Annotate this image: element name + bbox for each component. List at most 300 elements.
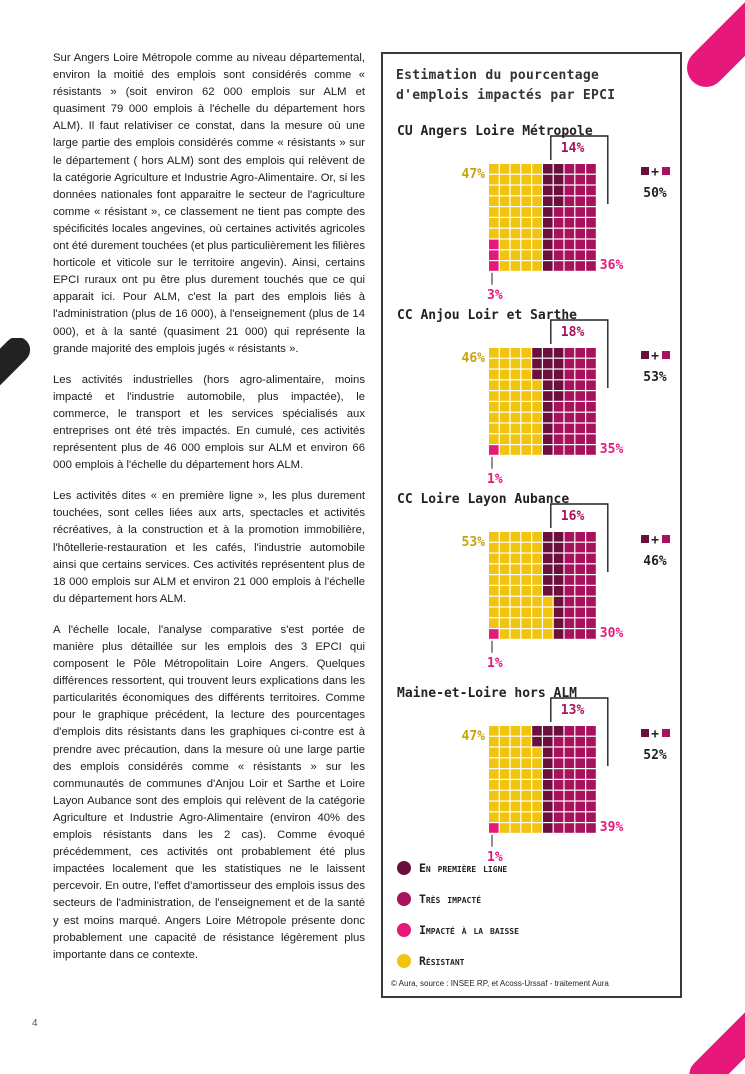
legend-item — [397, 945, 519, 976]
waffle-cell-very — [565, 207, 575, 217]
waffle-cell-first — [554, 726, 564, 736]
legend-swatch — [397, 892, 411, 906]
waffle-cell-res — [532, 575, 542, 585]
paragraph: Sur Angers Loire Métropole comme au niveau départemental, environ la moitié des emplois sont considérés comme « résistants » (soit environ 62 000 emplois sur ALM et quasiment 79 000 emplois à l'échelle du département hors ALM). Il faut relativiser ce constat, dans la mesure où une large partie des emplois considérés comme « résistants » sur le département ( hors ALM) sont des emplois qui relèvent de la catégorie Agriculture et Industrie Agro-Alimentaire. Or, si les données nationales font apparaitre le secteur de l'agriculture comme « résistant », ce classement ne tient pas compte des spécificités locales angevines, où certaines activités agricoles ont été durement touchées (et plus particulièrement les filières horticole et viticole sur le territoire angevin). Ainsi, certains EPCI ruraux ont pu être plus durement touchés que ce qui apparait ici. Pour ALM, c'est la part des emplois liés à l'administration (plus de 16 000), à l'enseignement (plus de 14 000), et à la santé (quasiment 21 000) qui représente la grande majorité des emplois jugés « résistants ». — [53, 52, 365, 355]
waffle-cell-res — [543, 597, 553, 607]
waffle-cell-very — [586, 186, 596, 196]
waffle-cell-res — [489, 769, 499, 779]
waffle-cell-res — [511, 575, 521, 585]
legend-label: En première ligne — [419, 860, 508, 875]
waffle-cell-very — [586, 812, 596, 822]
waffle-cell-first — [543, 586, 553, 596]
waffle-cell-res — [489, 196, 499, 206]
waffle-cell-res — [521, 186, 531, 196]
waffle-cell-res — [500, 380, 510, 390]
waffle-cell-very — [565, 802, 575, 812]
waffle-cell-res — [532, 597, 542, 607]
waffle-cell-res — [511, 823, 521, 833]
waffle-cell-first — [543, 402, 553, 412]
waffle-cell-res — [489, 218, 499, 228]
waffle-cell-res — [521, 175, 531, 185]
waffle-cell-res — [521, 564, 531, 574]
waffle-cell-res — [511, 261, 521, 271]
waffle-cell-very — [575, 564, 585, 574]
waffle-cell-very — [575, 261, 585, 271]
waffle-cell-very — [586, 391, 596, 401]
waffle-cell-very — [565, 380, 575, 390]
waffle-cell-very — [575, 380, 585, 390]
chart-title: CC Loire Layon Aubance — [397, 492, 570, 507]
data-label: 1% — [487, 471, 503, 487]
waffle-cell-very — [565, 726, 575, 736]
waffle-cell-very — [575, 402, 585, 412]
waffle-cell-down — [489, 261, 499, 271]
waffle-cell-res — [521, 370, 531, 380]
waffle-cell-very — [554, 207, 564, 217]
waffle-cell-very — [575, 802, 585, 812]
waffle-cell-res — [532, 218, 542, 228]
waffle-cell-very — [575, 629, 585, 639]
waffle-cell-res — [511, 802, 521, 812]
waffle-cell-first — [543, 186, 553, 196]
waffle-cell-res — [489, 229, 499, 239]
waffle-cell-first — [543, 240, 553, 250]
data-label: 50% — [643, 186, 667, 201]
waffle-cell-res — [500, 445, 510, 455]
waffle-cell-very — [554, 748, 564, 758]
waffle-cell-res — [511, 164, 521, 174]
waffle-cell-first — [554, 564, 564, 574]
waffle-cell-first — [554, 608, 564, 618]
waffle-cell-very — [586, 164, 596, 174]
waffle-cell-res — [511, 812, 521, 822]
waffle-cell-very — [575, 586, 585, 596]
waffle-svg — [383, 308, 680, 488]
waffle-chart — [383, 308, 680, 488]
waffle-cell-res — [511, 618, 521, 628]
waffle-cell-very — [575, 608, 585, 618]
waffle-cell-res — [500, 791, 510, 801]
waffle-cell-res — [532, 250, 542, 260]
waffle-cell-res — [511, 554, 521, 564]
waffle-cell-res — [511, 737, 521, 747]
waffle-cell-res — [489, 413, 499, 423]
legend-label: Très impacté — [419, 891, 482, 906]
waffle-chart — [383, 124, 680, 304]
legend-label: Impacté à la baisse — [419, 922, 519, 937]
waffle-cell-first — [532, 370, 542, 380]
waffle-cell-very — [554, 791, 564, 801]
waffle-cell-res — [500, 812, 510, 822]
data-label: 3% — [487, 287, 503, 303]
waffle-cell-first — [543, 823, 553, 833]
waffle-cell-very — [586, 726, 596, 736]
waffle-cell-first — [543, 575, 553, 585]
waffle-cell-res — [532, 186, 542, 196]
waffle-cell-res — [521, 434, 531, 444]
waffle-cell-res — [500, 370, 510, 380]
waffle-cell-res — [500, 726, 510, 736]
data-label: 47% — [461, 729, 485, 744]
body-text — [53, 50, 365, 978]
waffle-cell-very — [586, 250, 596, 260]
waffle-cell-res — [521, 261, 531, 271]
waffle-cell-first — [554, 554, 564, 564]
waffle-cell-first — [543, 348, 553, 358]
waffle-cell-res — [521, 229, 531, 239]
waffle-cell-very — [586, 791, 596, 801]
waffle-cell-very — [575, 543, 585, 553]
waffle-cell-res — [489, 164, 499, 174]
waffle-cell-very — [586, 802, 596, 812]
waffle-cell-res — [511, 424, 521, 434]
waffle-cell-very — [565, 359, 575, 369]
waffle-cell-very — [575, 726, 585, 736]
waffle-cell-res — [500, 196, 510, 206]
waffle-cell-res — [511, 348, 521, 358]
waffle-cell-very — [565, 618, 575, 628]
waffle-cell-very — [575, 575, 585, 585]
waffle-cell-very — [554, 812, 564, 822]
waffle-cell-res — [511, 359, 521, 369]
waffle-cell-first — [543, 737, 553, 747]
waffle-cell-res — [500, 758, 510, 768]
waffle-cell-res — [489, 380, 499, 390]
waffle-cell-very — [565, 434, 575, 444]
waffle-cell-res — [500, 554, 510, 564]
paragraph: Les activités dites « en première ligne », les plus durement touchées, sont celles liées aux arts, spectacles et activités récréatives, à la construction et à la promotion immobilière, l'hôtellerie-restauration et les cafés, l'industrie automobile ainsi que certains services. Ces activités représentent plus de 18 000 emplois sur ALM et environ 21 000 emplois à l'échelle du département hors ALM. — [53, 490, 365, 605]
waffle-cell-very — [554, 413, 564, 423]
legend-swatch — [397, 954, 411, 968]
waffle-cell-very — [586, 737, 596, 747]
waffle-cell-very — [586, 402, 596, 412]
waffle-cell-res — [521, 812, 531, 822]
waffle-cell-first — [554, 359, 564, 369]
waffle-cell-very — [554, 802, 564, 812]
waffle-cell-res — [521, 629, 531, 639]
waffle-cell-res — [521, 769, 531, 779]
waffle-cell-very — [575, 445, 585, 455]
waffle-cell-very — [575, 229, 585, 239]
waffle-cell-res — [521, 250, 531, 260]
waffle-cell-res — [500, 250, 510, 260]
waffle-cell-very — [565, 769, 575, 779]
waffle-cell-very — [565, 597, 575, 607]
waffle-cell-first — [554, 543, 564, 553]
waffle-cell-very — [575, 769, 585, 779]
waffle-cell-res — [511, 445, 521, 455]
waffle-cell-res — [489, 391, 499, 401]
waffle-cell-very — [586, 532, 596, 542]
waffle-cell-res — [532, 543, 542, 553]
waffle-cell-very — [575, 780, 585, 790]
waffle-cell-res — [500, 359, 510, 369]
waffle-cell-res — [532, 229, 542, 239]
waffle-cell-res — [511, 586, 521, 596]
waffle-cell-very — [565, 229, 575, 239]
waffle-cell-res — [532, 391, 542, 401]
waffle-cell-very — [586, 218, 596, 228]
waffle-cell-res — [532, 780, 542, 790]
waffle-cell-very — [565, 586, 575, 596]
legend-swatch — [397, 861, 411, 875]
waffle-cell-res — [521, 823, 531, 833]
waffle-cell-very — [565, 780, 575, 790]
waffle-cell-res — [532, 586, 542, 596]
legend — [397, 849, 519, 976]
waffle-cell-res — [500, 207, 510, 217]
waffle-cell-first — [543, 218, 553, 228]
waffle-cell-res — [489, 586, 499, 596]
waffle-cell-first — [532, 737, 542, 747]
combined-symbol — [641, 533, 670, 548]
waffle-cell-very — [565, 758, 575, 768]
waffle-cell-res — [489, 812, 499, 822]
waffle-cell-very — [586, 564, 596, 574]
waffle-cell-res — [511, 196, 521, 206]
waffle-cell-res — [511, 608, 521, 618]
waffle-cell-very — [575, 391, 585, 401]
waffle-svg — [383, 492, 680, 672]
waffle-cell-res — [489, 618, 499, 628]
waffle-cell-res — [521, 597, 531, 607]
waffle-cell-res — [500, 261, 510, 271]
waffle-cell-res — [532, 413, 542, 423]
waffle-cell-res — [532, 261, 542, 271]
waffle-cell-very — [554, 737, 564, 747]
data-label: 18% — [560, 325, 585, 340]
waffle-cell-very — [565, 370, 575, 380]
waffle-cell-res — [500, 229, 510, 239]
waffle-cell-res — [511, 391, 521, 401]
waffle-cell-res — [489, 802, 499, 812]
waffle-cell-res — [511, 413, 521, 423]
waffle-cell-very — [565, 791, 575, 801]
waffle-cell-first — [554, 597, 564, 607]
waffle-cell-first — [543, 229, 553, 239]
waffle-cell-res — [532, 434, 542, 444]
waffle-chart — [383, 492, 680, 672]
waffle-cell-very — [565, 218, 575, 228]
waffle-cell-very — [586, 769, 596, 779]
waffle-cell-very — [565, 608, 575, 618]
waffle-cell-very — [575, 554, 585, 564]
paragraph: A l'échelle locale, l'analyse comparative s'est portée de manière plus détaillée sur les emplois des 3 EPCI qui composent le Pôle Métropolitain Loire Angers. Quelques différences ressortent, qui trouvent leurs explications dans les particularités économiques des différents territoires. Comme pour le graphique précédent, la lecture des pourcentages d'emplois dits résistants dans les graphiques ci-contre est à prendre avec précaution, dans la mesure où une large partie des emplois considérés comme « résistants » sur les communautés de communes d'Anjou Loir et Sarthe et Loire Layon Aubance sont des emplois qui relèvent de la catégorie Agriculture et Industrie Agro-Alimentaire (environ 40% des emplois résistants dans les 2 cas). Comme évoqué précédemment, ces activités ont probablement été plus impactées localement que les statistiques ne le laissent percevoir. En outre, l'effet d'amortisseur des emplois issus des secteurs de l'administration, de l'enseignement et de la santé y est moins marqué. Angers Loire Métropole présente donc probablement une capacité de résistance légèrement plus importante dans ce contexte. — [53, 623, 365, 961]
waffle-cell-very — [575, 597, 585, 607]
waffle-cell-res — [500, 737, 510, 747]
waffle-cell-very — [565, 240, 575, 250]
data-label: 52% — [643, 748, 667, 763]
waffle-cell-first — [532, 359, 542, 369]
waffle-cell-res — [500, 413, 510, 423]
waffle-cell-res — [543, 629, 553, 639]
waffle-cell-res — [532, 608, 542, 618]
paragraph: Les activités industrielles (hors agro-alimentaire, moins impacté et l'industrie automobile, plus impactée), le commerce, le transport et les services spécialisés aux entreprises ont été très impactés. En cumulé, ces activités représentent plus de 46 000 emplois sur ALM et environ 66 000 emplois à l'échelle du département hors ALM. — [53, 373, 365, 472]
waffle-cell-res — [511, 758, 521, 768]
waffle-cell-very — [586, 780, 596, 790]
waffle-cell-very — [586, 261, 596, 271]
waffle-cell-res — [489, 543, 499, 553]
waffle-cell-very — [575, 348, 585, 358]
waffle-cell-res — [511, 748, 521, 758]
waffle-cell-res — [521, 791, 531, 801]
svg-text:+: + — [651, 533, 659, 548]
waffle-cell-res — [500, 175, 510, 185]
waffle-cell-res — [500, 532, 510, 542]
waffle-cell-very — [554, 445, 564, 455]
waffle-cell-very — [554, 229, 564, 239]
waffle-cell-res — [500, 823, 510, 833]
waffle-cell-res — [500, 391, 510, 401]
waffle-cell-very — [575, 164, 585, 174]
waffle-cell-very — [565, 823, 575, 833]
waffle-cell-first — [554, 370, 564, 380]
waffle-cell-res — [489, 737, 499, 747]
waffle-cell-very — [586, 380, 596, 390]
waffle-cell-first — [554, 380, 564, 390]
waffle-cell-very — [554, 250, 564, 260]
waffle-cell-res — [543, 618, 553, 628]
waffle-cell-res — [521, 445, 531, 455]
waffle-cell-first — [543, 250, 553, 260]
waffle-cell-first — [543, 413, 553, 423]
waffle-cell-res — [532, 240, 542, 250]
waffle-cell-very — [586, 748, 596, 758]
waffle-cell-res — [500, 618, 510, 628]
waffle-cell-res — [532, 618, 542, 628]
data-label: 1% — [487, 655, 503, 671]
waffle-cell-res — [521, 586, 531, 596]
waffle-cell-very — [554, 218, 564, 228]
waffle-cell-first — [543, 424, 553, 434]
waffle-cell-first — [543, 812, 553, 822]
waffle-cell-res — [489, 359, 499, 369]
waffle-cell-first — [543, 532, 553, 542]
data-label: 35% — [599, 441, 624, 457]
waffle-cell-very — [565, 348, 575, 358]
waffle-cell-very — [565, 196, 575, 206]
waffle-cell-res — [489, 424, 499, 434]
waffle-cell-res — [532, 554, 542, 564]
waffle-cell-very — [554, 769, 564, 779]
waffle-cell-down — [489, 823, 499, 833]
waffle-cell-very — [575, 823, 585, 833]
waffle-cell-very — [554, 780, 564, 790]
waffle-cell-res — [500, 164, 510, 174]
waffle-cell-very — [586, 207, 596, 217]
waffle-cell-very — [565, 748, 575, 758]
waffle-cell-res — [521, 424, 531, 434]
waffle-cell-very — [575, 175, 585, 185]
waffle-cell-res — [511, 791, 521, 801]
waffle-cell-res — [511, 726, 521, 736]
waffle-cell-very — [586, 370, 596, 380]
waffle-cell-res — [521, 218, 531, 228]
waffle-cell-res — [521, 543, 531, 553]
svg-text:+: + — [651, 165, 659, 180]
waffle-chart — [383, 686, 680, 866]
waffle-cell-res — [532, 823, 542, 833]
waffle-cell-res — [511, 769, 521, 779]
waffle-cell-res — [521, 391, 531, 401]
waffle-cell-res — [500, 434, 510, 444]
waffle-cell-res — [532, 380, 542, 390]
waffle-cell-res — [500, 543, 510, 553]
waffle-cell-very — [575, 218, 585, 228]
waffle-cell-very — [565, 575, 575, 585]
waffle-cell-res — [489, 402, 499, 412]
waffle-cell-res — [532, 445, 542, 455]
waffle-cell-res — [489, 175, 499, 185]
svg-text:+: + — [651, 349, 659, 364]
waffle-svg — [383, 686, 680, 866]
waffle-cell-first — [554, 532, 564, 542]
legend-item — [397, 883, 519, 914]
waffle-cell-very — [575, 424, 585, 434]
waffle-cell-first — [554, 575, 564, 585]
waffle-cell-res — [521, 196, 531, 206]
legend-item — [397, 914, 519, 945]
waffle-cell-res — [489, 597, 499, 607]
waffle-cell-first — [554, 175, 564, 185]
waffle-cell-first — [554, 186, 564, 196]
waffle-cell-res — [511, 186, 521, 196]
waffle-cell-very — [586, 575, 596, 585]
waffle-cell-very — [575, 250, 585, 260]
waffle-cell-very — [554, 240, 564, 250]
waffle-cell-very — [586, 823, 596, 833]
waffle-cell-very — [586, 434, 596, 444]
waffle-cell-res — [543, 608, 553, 618]
waffle-cell-res — [511, 543, 521, 553]
waffle-cell-very — [565, 186, 575, 196]
waffle-cell-res — [500, 240, 510, 250]
waffle-cell-res — [521, 532, 531, 542]
waffle-cell-very — [575, 434, 585, 444]
waffle-cell-res — [532, 812, 542, 822]
waffle-cell-very — [586, 586, 596, 596]
waffle-cell-res — [500, 780, 510, 790]
waffle-cell-very — [575, 812, 585, 822]
waffle-cell-res — [532, 791, 542, 801]
waffle-cell-very — [586, 175, 596, 185]
waffle-cell-res — [521, 164, 531, 174]
waffle-cell-very — [554, 823, 564, 833]
waffle-cell-very — [554, 402, 564, 412]
waffle-cell-very — [565, 812, 575, 822]
waffle-cell-very — [586, 359, 596, 369]
waffle-cell-very — [575, 413, 585, 423]
waffle-cell-first — [543, 434, 553, 444]
combined-symbol — [641, 349, 670, 364]
waffle-cell-very — [575, 240, 585, 250]
waffle-cell-res — [532, 175, 542, 185]
waffle-cell-res — [511, 434, 521, 444]
waffle-cell-res — [521, 802, 531, 812]
waffle-cell-first — [543, 726, 553, 736]
waffle-cell-very — [586, 240, 596, 250]
waffle-cell-very — [554, 424, 564, 434]
waffle-cell-res — [511, 229, 521, 239]
data-label: 30% — [599, 625, 624, 641]
data-label: 47% — [461, 167, 485, 182]
waffle-cell-very — [575, 737, 585, 747]
waffle-cell-res — [500, 564, 510, 574]
waffle-cell-very — [575, 618, 585, 628]
waffle-cell-res — [511, 218, 521, 228]
waffle-cell-res — [500, 802, 510, 812]
legend-label: Résistant — [419, 953, 465, 968]
